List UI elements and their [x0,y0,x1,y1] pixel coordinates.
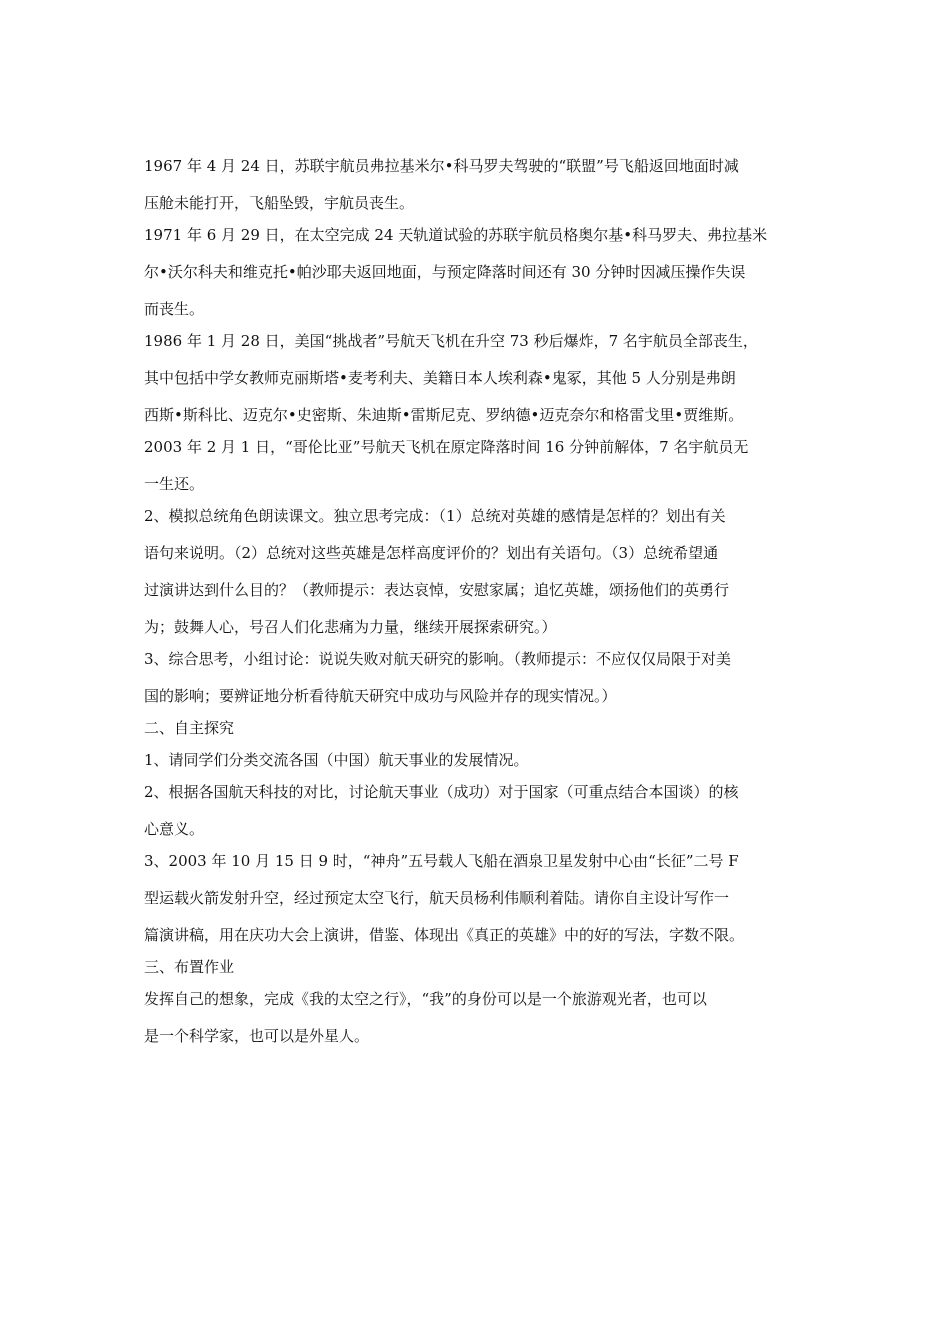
text-line: 而丧生。 [144,300,205,318]
text-line: 过演讲达到什么目的？（教师提示：表达哀悼，安慰家属；追忆英雄，颂扬他们的英勇行 [144,581,730,599]
text-line: 1986 年 1 月 28 日，美国“挑战者”号航天飞机在升空 73 秒后爆炸，7 名宇航员全部丧生， [144,332,758,350]
text-line: 型运载火箭发射升空，经过预定太空飞行，航天员杨利伟顺利着陆。请你自主设计写作一 [144,889,730,907]
text-line: 2、模拟总统角色朗读课文。独立思考完成：（1）总统对英雄的感情是怎样的？划出有关 [144,507,726,525]
text-line: 为；鼓舞人心，号召人们化悲痛为力量，继续开展探索研究。） [144,618,557,636]
text-line: 心意义。 [144,820,205,838]
text-line: 1971 年 6 月 29 日，在太空完成 24 天轨道试验的苏联宇航员格奥尔基•科马罗夫、弗拉基米 [144,226,768,244]
text-line: 一生还。 [144,475,205,493]
text-line: 1、请同学们分类交流各国（中国）航天事业的发展情况。 [144,751,529,769]
text-line: 3、2003 年 10 月 15 日 9 时，“神舟”五号载人飞船在酒泉卫星发射中心由“长征”二号 F [144,852,739,870]
text-line: 西斯•斯科比、迈克尔•史密斯、朱迪斯•雷斯尼克、罗纳德•迈克奈尔和格雷戈里•贾维斯。 [144,406,744,424]
text-line: 尔•沃尔科夫和维克托•帕沙耶夫返回地面，与预定降落时间还有 30 分钟时因减压操作失误 [144,263,746,281]
text-line: 2003 年 2 月 1 日，“哥伦比亚”号航天飞机在原定降落时间 16 分钟前解体，7 名宇航员无 [144,438,749,456]
text-line: 篇演讲稿，用在庆功大会上演讲，借鉴、体现出《真正的英雄》中的好的写法，字数不限。 [144,926,745,944]
text-line: 三、布置作业 [144,958,235,976]
text-line: 发挥自己的想象，完成《我的太空之行》，“我”的身份可以是一个旅游观光者，也可以 [144,990,707,1008]
text-line: 二、自主探究 [144,719,235,737]
text-line: 3、综合思考，小组讨论：说说失败对航天研究的影响。（教师提示：不应仅仅局限于对美 [144,650,732,668]
text-line: 语句来说明。（2）总统对这些英雄是怎样高度评价的？划出有关语句。（3）总统希望通 [144,544,719,562]
document-body [144,156,824,1046]
text-line: 2、根据各国航天科技的对比，讨论航天事业（成功）对于国家（可重点结合本国谈）的核 [144,783,739,801]
text-line: 1967 年 4 月 24 日，苏联宇航员弗拉基米尔•科马罗夫驾驶的“联盟”号飞船返回地面时减 [144,157,739,175]
text-line: 是一个科学家，也可以是外星人。 [144,1027,370,1045]
text-line: 其中包括中学女教师克丽斯塔•麦考利夫、美籍日本人埃利森•鬼冢，其他 5 人分别是弗朗 [144,369,736,387]
text-line: 国的影响；要辨证地分析看待航天研究中成功与风险并存的现实情况。） [144,687,617,705]
text-line: 压舱未能打开，飞船坠毁，宇航员丧生。 [144,194,415,212]
